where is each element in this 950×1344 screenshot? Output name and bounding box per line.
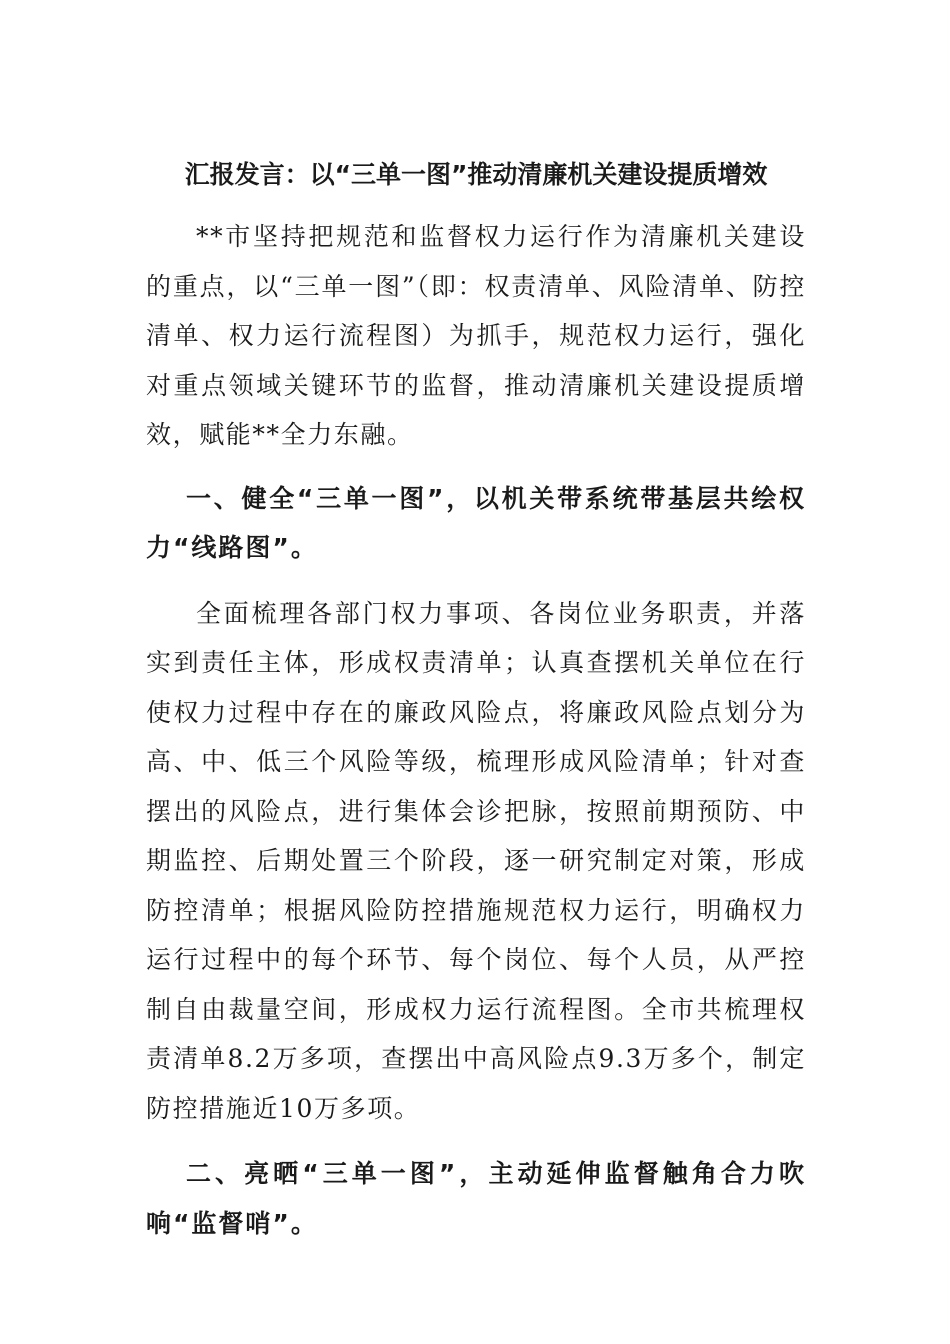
spacer	[146, 573, 806, 589]
document-page	[146, 150, 806, 1248]
spacer	[146, 460, 806, 474]
intro-paragraph: **市坚持把规范和监督权力运行作为清廉机关建设的重点，以“三单一图”（即：权责清单、风险清单、防控清单、权力运行流程图）为抓手，规范权力运行，强化对重点领域关键环节的监督，推动清廉机关建设提质增效，赋能**全力东融。	[146, 222, 806, 449]
section-1-body: 全面梳理各部门权力事项、各岗位业务职责，并落实到责任主体，形成权责清单；认真查摆机关单位在行使权力过程中存在的廉政风险点，将廉政风险点划分为高、中、低三个风险等级，梳理形成风险清单；针对查摆出的风险点，进行集体会诊把脉，按照前期预防、中期监控、后期处置三个阶段，逐一研究制定对策，形成防控清单；根据风险防控措施规范权力运行，明确权力运行过程中的每个环节、每个岗位、每个人员，从严控制自由裁量空间，形成权力运行流程图。全市共梳理权责清单8.2万多项，查摆出中高风险点9.3万多个，制定防控措施近10万多项。	[146, 598, 806, 1123]
section-1-heading: 一、健全“三单一图”，以机关带系统带基层共绘权力“线路图”。	[146, 483, 806, 562]
spacer	[146, 1133, 806, 1149]
document-title: 汇报发言：以“三单一图”推动清廉机关建设提质增效	[184, 160, 768, 189]
section-2-heading: 二、亮晒“三单一图”，主动延伸监督触角合力吹响“监督哨”。	[146, 1159, 806, 1238]
